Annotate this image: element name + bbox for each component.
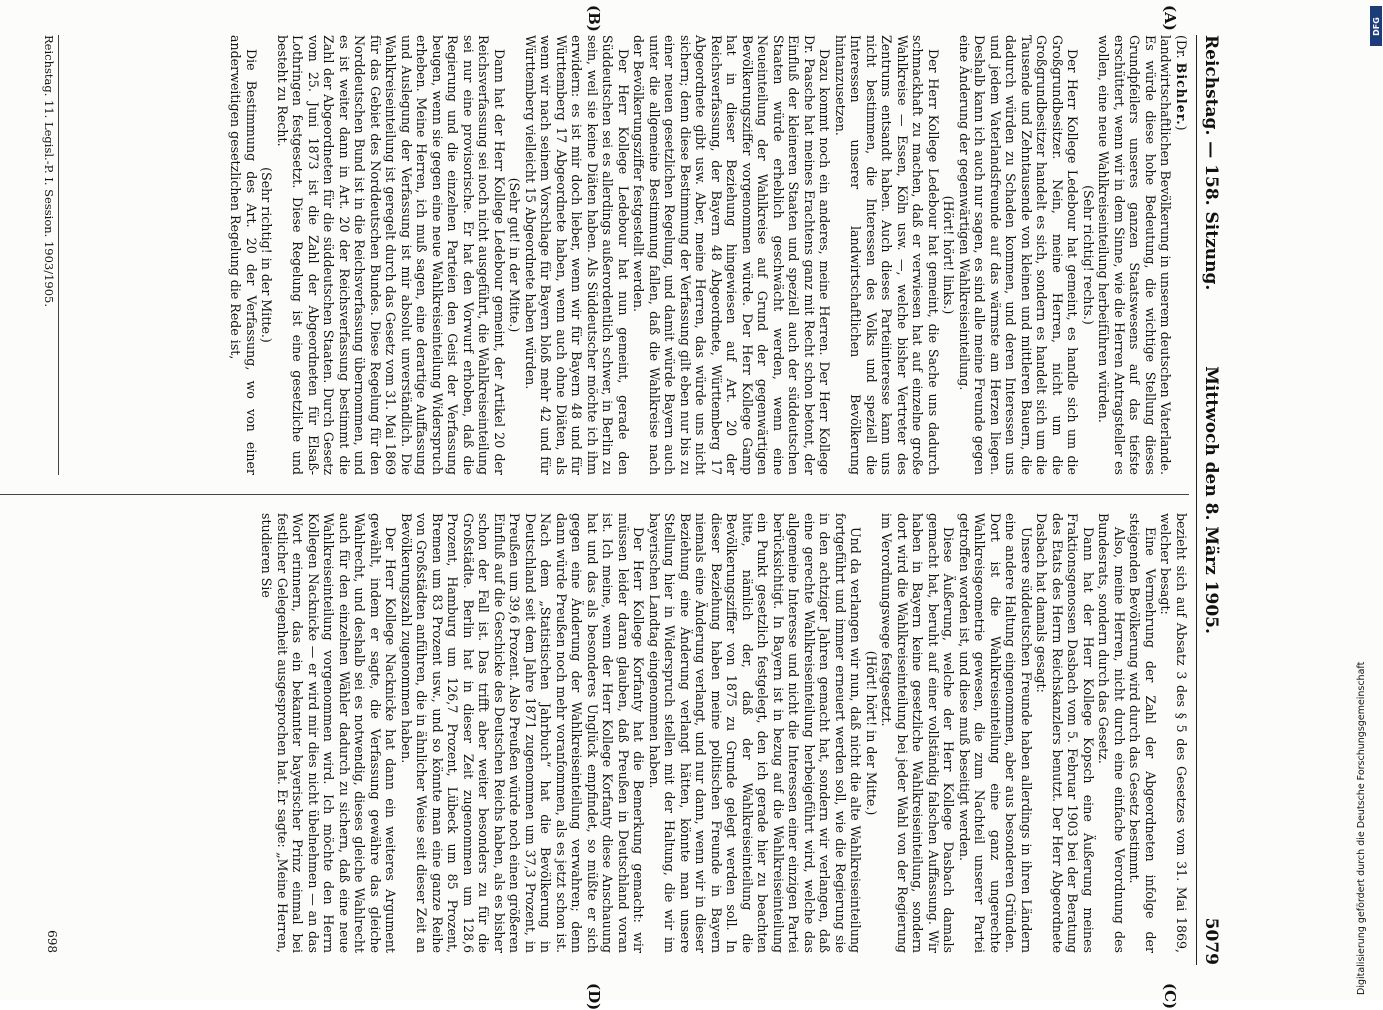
left-column bbox=[228, 35, 1189, 475]
right-column bbox=[259, 513, 1189, 953]
paragraph: Dann hat der Herr Kollege Ledebour gemeint, der Artikel 20 der Reichsverfassung sei noch nicht ausgeführt, die Wahlkreiseinteilung sei nur eine provisorische. Er hat den Vorwurf erhoben, daß die Regierung und die einzelnen Parteien den Geist der Verfassung beugen, wenn sie gegen eine neue Wahlkreiseinteilung Widerspruch erheben. Meine Herren, ich muß sagen, eine derartige Auffassung und Auslegung der Verfassung ist mir absolut unverständlich. Die Wahlkreiseinteilung ist geregelt durch das Gesetz vom 31. Mai 1869 für das Gebiet des Norddeutschen Bundes. Diese Regelung für den Norddeutschen Bund ist in die Reichsverfassung übernommen, und es ist weiter dann in Art. 20 der Reichsverfassung bestimmt die Zahl der Abgeordneten für die süddeutschen Staaten. Durch Gesetz vom 25. Juni 1873 ist die Zahl der Abgeordneten für Elsaß-Lothringen festgesetzt. Diese Regelung ist eine gesetzliche und besteht zu Recht. bbox=[275, 35, 507, 475]
column-rule bbox=[0, 494, 1189, 495]
paragraph: Und da verlangen wir nun, daß nicht die alte Wahlkreiseinteilung fortgeführt und immer erneuert werden soll, wie die Regierung sie in den achtziger Jahren gemacht hat, sondern wir verlangen, daß eine gerechte Wahlkreiseinteilung herbeigeführt wird, welche das allgemeine Interesse und nicht die Interessen einer einzigen Partei berücksichtigt. In Bayern ist in bezug auf die Wahlkreiseinteilung ein Punkt gesetzlich festgelegt, den ich gerade hier zu beachten bitte, nämlich der, daß der Wahlkreiseinteilung die Bevölkerungsziffer von 1875 zu Grunde gelegt werden soll. In dieser Beziehung haben meine politischen Freunde in Bayern niemals eine Änderung verlangt, und nur dann, wenn wir in dieser Beziehung eine Änderung verlangt hätten, könnte man unsere Stellung hier in Widerspruch stellen mit der Haltung, die wir im bayerischen Landtag eingenommen haben. bbox=[647, 513, 864, 953]
paragraph: Dazu kommt noch ein anderes, meine Herren. Der Herr Kollege Dr. Paasche hat meines Erachtens ganz mit Recht schon betont, der Einfluß der kleineren Staaten und speziell auch der süddeutschen Staaten würde erheblich geschwächt werden, wenn eine Neueinteilung der Wahlkreise auf Grund der gegenwärtigen Bevölkerungsziffer vorgenommen würde. Der Herr Kollege Gamp hat in dieser Beziehung hingewiesen auf Art. 20 der Reichsverfassung, der Bayern 48 Abgeordnete, Württemberg 17 Abgeordnete gibt usw. Aber, meine Herren, das würde uns nicht sichern; denn diese Bestimmung der Verfassung gilt eben nur bis zu einer neuen gesetzlichen Regelung, und damit würde Bayern auch unter die allgemeine Bestimmung fallen, daß die Wahlkreise nach der Bevölkerungsziffer festgestellt werden. bbox=[631, 35, 833, 475]
running-head bbox=[1196, 35, 1225, 965]
interjection: (Sehr richtig! in der Mitte.) bbox=[259, 167, 275, 343]
paragraph: Der Herr Kollege Ledebour hat nun gemeint, gerade den Süddeutschen sei es allerdings außerordentlich schwer, in Berlin zu sein, weil sie keine Diäten haben. Als Süddeutscher möchte ich ihm erwidern: es ist mir doch lieber, wenn wir für Bayern 48 und für Württemberg 17 Abgeordnete haben, wenn auch ohne Diäten, als wenn wir nach seinem Vorschlage für Bayern bloß mehr 42 und für Württemberg vielleicht 15 Abgeordnete haben würden. bbox=[523, 35, 631, 475]
quotation: Eine Vermehrung der Zahl der Abgeordneten infolge der steigenden Bevölkerung wird durch das Gesetz bestimmt. bbox=[1127, 513, 1158, 953]
footer-signature: Reichstag. 11. Legisl.-P. I. Session. 1903/1905. bbox=[42, 35, 59, 475]
paragraph: Der Herr Kollege Ledebour hat gemeint, es handle sich um die Großgrundbesitzer. Nein, meine Herren, nicht um die Großgrundbesitzer handelt es sich, sondern es handelt sich um die Tausende und Zehntausende von kleinen und mittleren Bauern, die dadurch würden zu Schaden kommen, und deren Interessen uns und jedem Vaterlandsfreunde auf das wärmste am Herzen liegen. Deshalb kann ich auch nur sagen, es sind alle meine Freunde gegen eine Änderung der gegenwärtigen Wahlkreiseinteilung. bbox=[957, 35, 1081, 475]
digitization-credit: Digitalisierung gefördert durch die Deutsche Forschungsgemeinschaft bbox=[1356, 661, 1367, 995]
dfg-logo bbox=[1370, 6, 1382, 46]
paragraph: Der Herr Kollege Nacknicke hat dann ein weiteres Argument gewählt, indem er sagte, die Verfassung gewähre das gleiche Wahlrecht, und deshalb sei es notwendig, dieses gleiche Wahlrecht auch für den einzelnen Wähler dadurch zu sichern, daß eine neue Wahlkreiseinteilung vorgenommen wird. Ich möchte den Herrn Kollegen Nacknicke — er wird mir dies nicht übelnehmen — an das Wort erinnern, das ein bekannter bayerischer Prinz einmal bei festlicher Gelegenheit ausgesprochen hat. Er sagte: „Meine Herren, studieren Sie bbox=[259, 513, 399, 953]
paragraph: Der Herr Kollege Ledebour hat gemeint, die Sache uns dadurch schmackhaft zu machen, daß er verwiesen hat auf einzelne große Wahlkreise — Essen, Köln usw. —, welche bisher Vertreter des Zentrums entsandt haben. Auch dieses Parteiinteresse kann uns nicht bestimmen, die Interessen des Volks und speziell die Interessen unserer landwirtschaftlichen Bevölkerung hintanzusetzen. bbox=[833, 35, 941, 475]
speaker-line bbox=[1174, 35, 1190, 475]
page-number: 5079 bbox=[1201, 917, 1221, 965]
paragraph: Dann hat der Herr Kollege Kopsch eine Äußerung meines Fraktionsgenossen Dasbach vom 5. Februar 1903 bei der Beratung des Etats des Herrn Reichskanzlers benutzt. Der Herr Abgeordnete Dasbach hat damals gesagt: bbox=[1034, 513, 1096, 953]
speaker-suffix: ) bbox=[1174, 125, 1189, 131]
header-date: Mittwoch den 8. März 1905. bbox=[1201, 366, 1221, 634]
rotated-page bbox=[0, 5, 1225, 1010]
margin-mark-a: (A) bbox=[1161, 5, 1179, 31]
interjection: (Hört! hört! in der Mitte.) bbox=[864, 650, 879, 816]
paragraph: Die Bestimmung des Art. 20 der Verfassung, wo von einer anderweitigen gesetzlichen Regelung die Rede ist, bbox=[228, 35, 259, 475]
sheet-number: 698 bbox=[45, 930, 59, 953]
margin-mark-c: (C) bbox=[1161, 983, 1179, 1010]
paragraph: Diese Äußerung, welche der Herr Kollege Dasbach damals gemacht hat, beruht auf einer vollständig falschen Auffassung. Wir haben in Bayern keine gesetzliche Wahlkreiseinteilung, sondern dort wird die Wahlkreiseinteilung bei jeder Wahl von der Regierung im Verordnungswege festgesetzt. bbox=[879, 513, 957, 953]
paragraph: Also, meine Herren, nicht durch eine einfache Verordnung des Bundesrats, sondern durch das Gesetz. bbox=[1096, 513, 1127, 953]
paragraph: Der Herr Kollege Korfanty hat die Bemerkung gemacht: wir müssen leider daran glauben, daß Preußen in Deutschland voran ist. Ich meine, wenn der Herr Kollege Korfanty diese Anschauung hat und das als besonderes Unglück empfindet, so müßte er sich gegen eine Änderung der Wahlkreiseinteilung verwahren; denn dann würde Preußen noch mehr voranfommen, als es jetzt schon ist. Nach dem „Statistischen Jahrbuch“ hat die Bevölkerung in Deutschland seit dem Jahre 1871 zugenommen um 37,3 Prozent, in Preußen um 39,6 Prozent. Also Preußen würde noch einen größeren Einfluß auf die Geschicke des Deutschen Reichs haben, als es bisher schon der Fall ist. Das trifft aber weiter besonders zu für die Großstädte. Berlin hat in dieser Zeit zugenommen um 128,6 Prozent, Hamburg um 126,7 Prozent, Lübeck um 85 Prozent, Bremen um 83 Prozent usw., und so könnte man eine ganze Reihe von Großstädten anführen, die in ähnlicher Weise seit dieser Zeit an Bevölkerungszahl zugenommen haben. bbox=[399, 513, 647, 953]
interjection: (Sehr richtig! rechts.) bbox=[1081, 185, 1096, 325]
quotation: Unsere süddeutschen Freunde haben allerdings in ihren Ländern eine andere Haltung eingenommen, aber aus besonderen Gründen. Dort ist die Wahlkreiseinteilung eine ganz ungerechte Wahlkreisgeometrie gewesen, die zum Nachteil unserer Partei getroffen worden ist, und diese muß beseitigt werden. bbox=[957, 513, 1034, 953]
dfg-logo-text: DFG bbox=[1371, 16, 1381, 36]
interjection: (Sehr gut! in der Mitte.) bbox=[507, 177, 523, 333]
margin-mark-b: (B) bbox=[585, 5, 603, 32]
header-left: Reichstag. — 158. Sitzung. bbox=[1201, 35, 1221, 291]
interjection: (Hört! hört! links.) bbox=[941, 195, 957, 315]
paragraph: landwirtschaftlichen Bevölkerung in unserem deutschen Vaterlande. Es würde diese hohe Bedeutung, die wichtige Stellung dieses Grundpfeilers unseres ganzen Staatswesens auf das tiefste erschüttert, wenn wir in dem Sinne, wie die Herren Antragsteller es wollen, eine neue Wahlkreiseinteilung herbeiführen würden. bbox=[1096, 35, 1174, 475]
speaker-name: Bichler. bbox=[1174, 62, 1189, 126]
paragraph: bezieht sich auf Absatz 3 des § 5 des Gesetzes vom 31. Mai 1869, welcher besagt: bbox=[1158, 513, 1189, 953]
margin-mark-d: (D) bbox=[585, 983, 603, 1010]
speaker-prefix: (Dr. bbox=[1174, 35, 1189, 59]
